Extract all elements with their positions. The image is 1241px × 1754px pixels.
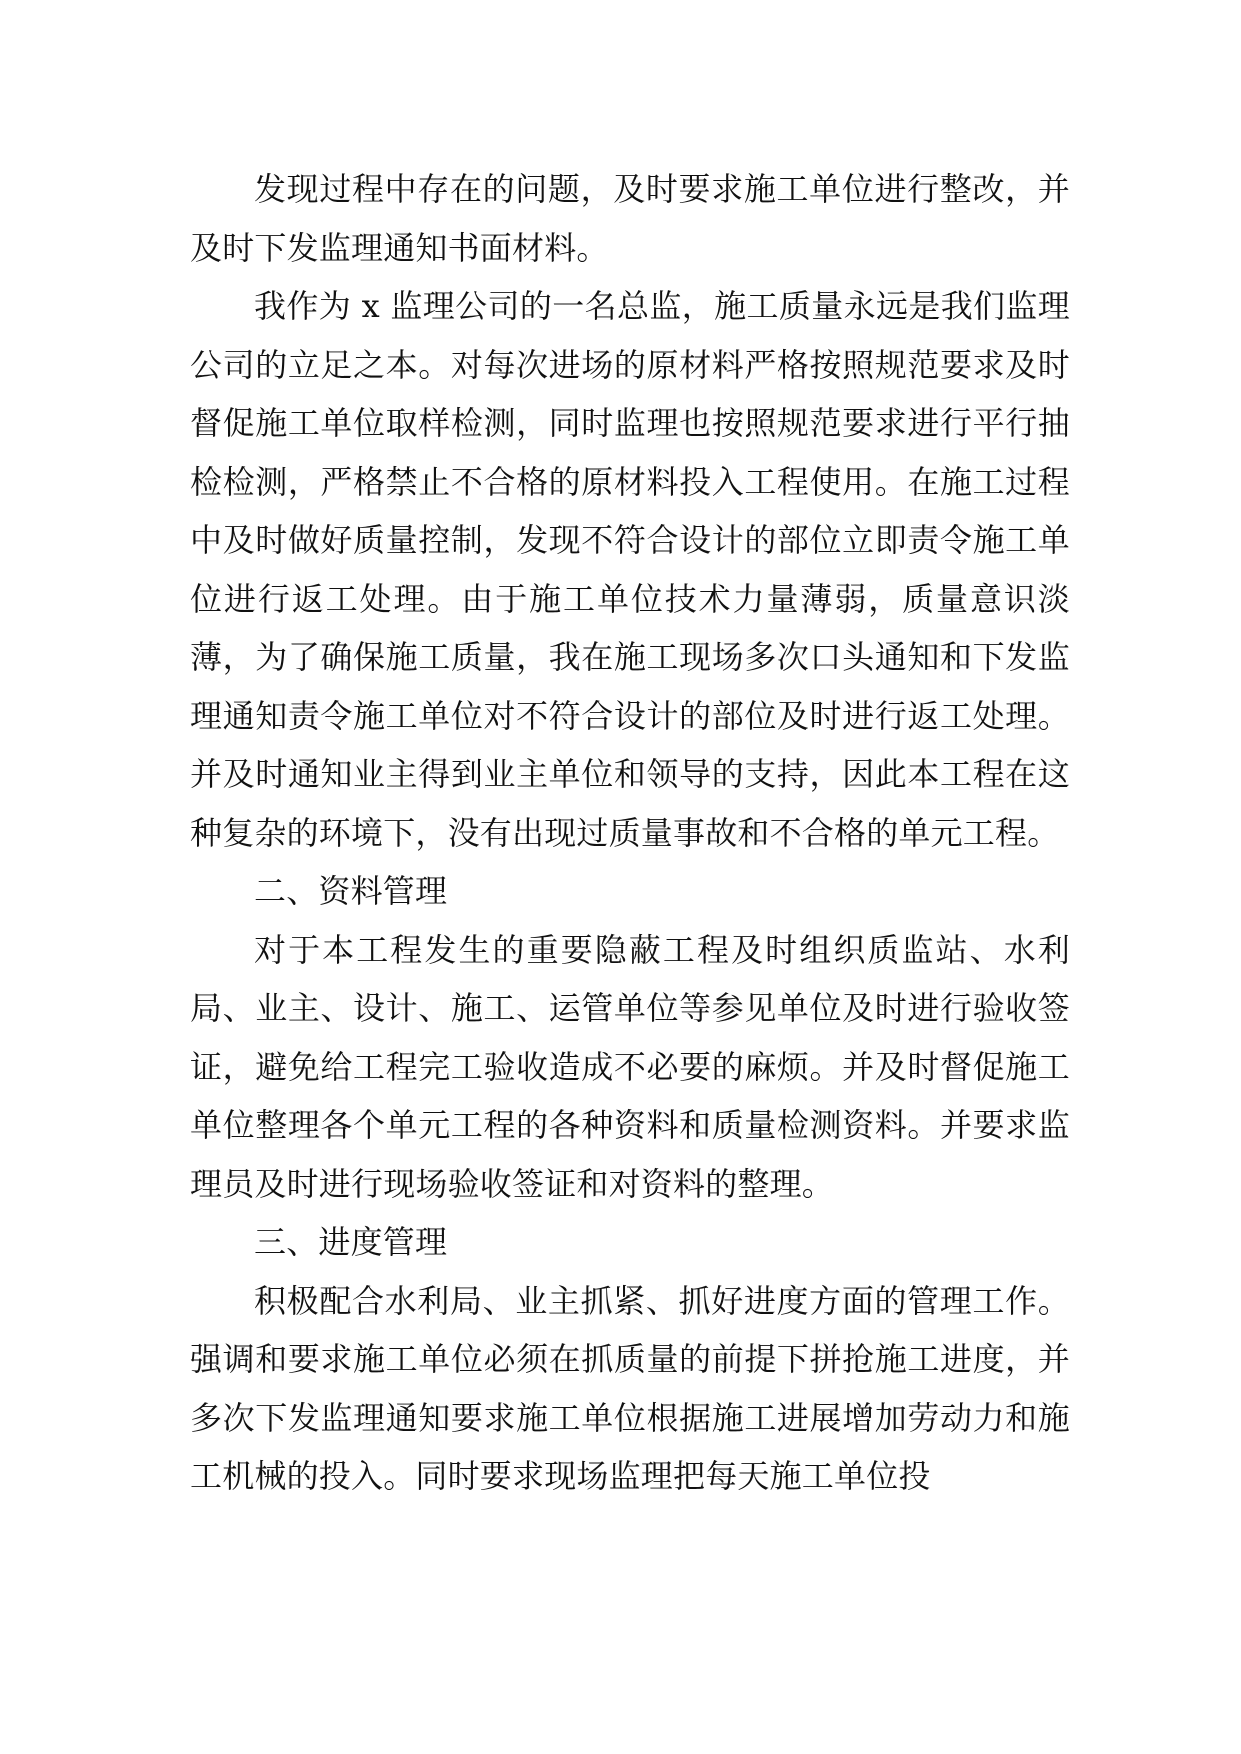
paragraph-progress-management: 积极配合水利局、业主抓紧、抓好进度方面的管理工作。强调和要求施工单位必须在抓质量的前提下拼抢施工进度，并多次下发监理通知要求施工单位根据施工进展增加劳动力和施工机械的投入。同时要求现场监理把每天施工单位投 — [190, 1281, 1070, 1495]
paragraph-data-management: 对于本工程发生的重要隐蔽工程及时组织质监站、水利局、业主、设计、施工、运管单位等参见单位及时进行验收签证，避免给工程完工验收造成不必要的麻烦。并及时督促施工单位整理各个单元工程的各种资料和质量检测资料。并要求监理员及时进行现场验收签证和对资料的整理。 — [190, 930, 1070, 1203]
paragraph-issue-rectification: 发现过程中存在的问题，及时要求施工单位进行整改，并及时下发监理通知书面材料。 — [190, 170, 1070, 267]
section-heading-progress-management: 三、进度管理 — [254, 1223, 448, 1261]
section-heading-data-management: 二、资料管理 — [254, 872, 448, 910]
paragraph-quality-control: 我作为 x 监理公司的一名总监，施工质量永远是我们监理公司的立足之本。对每次进场的原材料严格按照规范要求及时督促施工单位取样检测，同时监理也按照规范要求进行平行抽检检测，严格禁止不合格的原材料投入工程使用。在施工过程中及时做好质量控制，发现不符合设计的部位立即责令施工单位进行返工处理。由于施工单位技术力量薄弱，质量意识淡薄，为了确保施工质量，我在施工现场多次口头通知和下发监理通知责令施工单位对不符合设计的部位及时进行返工处理。并及时通知业主得到业主单位和领导的支持，因此本工程在这种复杂的环境下，没有出现过质量事故和不合格的单元工程。 — [190, 287, 1070, 852]
document-body — [190, 160, 1070, 1506]
